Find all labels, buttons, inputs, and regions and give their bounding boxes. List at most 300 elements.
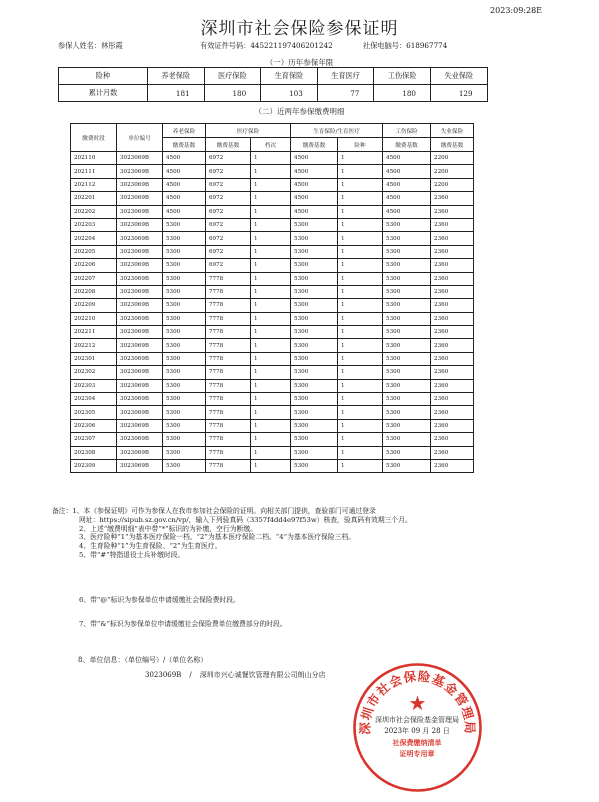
- cell-injury-base: 5300: [383, 459, 431, 472]
- page-title: 深圳市社会保险参保证明: [200, 19, 399, 39]
- cell-injury-base: 5300: [383, 285, 431, 298]
- cell-unemployment-base: 2360: [431, 459, 474, 472]
- cell-injury-base: 4500: [383, 205, 431, 218]
- cell-maternity-type: 1: [338, 272, 383, 285]
- cell-medical-tier: 1: [251, 393, 291, 406]
- cell-medical-tier: 1: [251, 312, 291, 325]
- cell-unemployment-base: 2360: [431, 352, 474, 365]
- summary-col-unemployment: 失业保险: [430, 68, 487, 85]
- summary-col-injury: 工伤保险: [374, 68, 431, 85]
- cell-medical-base: 7778: [206, 299, 251, 312]
- cell-pension-base: 5300: [163, 419, 206, 432]
- table-row: [71, 339, 474, 352]
- col-injury: 工伤保险: [383, 124, 431, 138]
- cell-period: 202211: [71, 326, 117, 339]
- cell-medical-base: 7778: [206, 339, 251, 352]
- cell-unemployment-base: 2360: [431, 419, 474, 432]
- cell-period: 202307: [71, 433, 117, 446]
- unit-code: 3023069B: [145, 671, 182, 679]
- cell-unemployment-base: 2360: [431, 272, 474, 285]
- cell-maternity-type: 1: [338, 218, 383, 231]
- note-6: 6、带“@”标识为参保单位申请缓缴社会保险费时段。: [79, 596, 240, 604]
- table-row: [71, 406, 474, 419]
- cell-unemployment-base: 2360: [431, 446, 474, 459]
- cell-unit-code: 3023069B: [117, 339, 163, 352]
- summary-row-label: 累计月数: [59, 85, 148, 102]
- cell-injury-base: 5300: [383, 419, 431, 432]
- cell-medical-tier: 1: [251, 406, 291, 419]
- months-maternity-medical: 77: [317, 85, 374, 102]
- cell-medical-base: 7778: [206, 312, 251, 325]
- id-number-group: [200, 41, 333, 51]
- col-pension: 养老保险: [163, 124, 206, 138]
- table-row: [71, 393, 474, 406]
- cell-medical-base: 6972: [206, 165, 251, 178]
- note-5: 5、带“#”特指退役士兵补缴时段。: [79, 550, 185, 559]
- col-medical-base: 缴费基数: [206, 138, 251, 152]
- cell-medical-base: 6972: [206, 192, 251, 205]
- cell-unemployment-base: 2360: [431, 339, 474, 352]
- cell-maternity-base: 4500: [291, 152, 338, 165]
- seal-ring-text: 深圳市社会保险基金管理局: [357, 668, 478, 735]
- table-row: [71, 459, 474, 472]
- cell-unit-code: 3023069B: [117, 406, 163, 419]
- cell-unemployment-base: 2360: [431, 232, 474, 245]
- cell-unit-code: 3023069B: [117, 459, 163, 472]
- detail-header-row-1: [71, 124, 474, 138]
- unit-info: [145, 670, 334, 680]
- col-maternity-base: 缴费基数: [291, 138, 338, 152]
- months-maternity: 103: [261, 85, 318, 102]
- notes-block: [52, 507, 552, 560]
- cell-medical-tier: 1: [251, 419, 291, 432]
- table-row: [71, 419, 474, 432]
- cell-period: 202203: [71, 218, 117, 231]
- col-maternity: 生育保险/生育医疗: [291, 124, 383, 138]
- months-unemployment: 129: [430, 85, 487, 102]
- cell-maternity-base: 5300: [291, 299, 338, 312]
- note-3: 3、医疗险种“1”为基本医疗保险一档、“2”为基本医疗保险二档、“4”为基本医疗保险三档。: [79, 533, 356, 542]
- cell-maternity-type: 1: [338, 152, 383, 165]
- cell-maternity-base: 5300: [291, 326, 338, 339]
- table-row: [71, 272, 474, 285]
- cell-maternity-type: 1: [338, 459, 383, 472]
- print-date: 2023:09:28E: [490, 6, 542, 15]
- cell-medical-base: 7778: [206, 406, 251, 419]
- cell-maternity-base: 5300: [291, 393, 338, 406]
- summary-months-row: [59, 85, 488, 102]
- cell-pension-base: 4500: [163, 192, 206, 205]
- cell-medical-tier: 1: [251, 326, 291, 339]
- cell-medical-tier: 1: [251, 259, 291, 272]
- table-row: [71, 326, 474, 339]
- cell-maternity-type: 1: [338, 259, 383, 272]
- section-title-years: （一）历年参保年限: [265, 58, 334, 67]
- cell-maternity-type: 1: [338, 352, 383, 365]
- cell-injury-base: 4500: [383, 178, 431, 191]
- cell-unemployment-base: 2360: [431, 312, 474, 325]
- cell-unit-code: 3023069B: [117, 285, 163, 298]
- cell-unemployment-base: 2360: [431, 433, 474, 446]
- seal-caption: [352, 715, 482, 759]
- cell-unit-code: 3023069B: [117, 326, 163, 339]
- summary-header-row: [59, 68, 488, 85]
- cell-maternity-base: 4500: [291, 205, 338, 218]
- cell-medical-tier: 1: [251, 446, 291, 459]
- note-1: [52, 507, 552, 516]
- cell-maternity-base: 4500: [291, 178, 338, 191]
- cell-medical-tier: 1: [251, 165, 291, 178]
- cell-injury-base: 5300: [383, 326, 431, 339]
- cell-maternity-type: 1: [338, 285, 383, 298]
- cell-medical-tier: 1: [251, 366, 291, 379]
- cell-maternity-base: 5300: [291, 459, 338, 472]
- cell-injury-base: 4500: [383, 165, 431, 178]
- cell-unit-code: 3023069B: [117, 152, 163, 165]
- detail-body: [71, 152, 474, 473]
- cell-medical-tier: 1: [251, 232, 291, 245]
- table-row: [71, 178, 474, 191]
- payment-detail-table: [70, 123, 474, 473]
- cell-unit-code: 3023069B: [117, 165, 163, 178]
- cell-medical-base: 6972: [206, 245, 251, 258]
- cell-maternity-type: 1: [338, 299, 383, 312]
- cell-unit-code: 3023069B: [117, 218, 163, 231]
- note-1-verify: 网址：https://sipub.sz.gov.cn/vp/，输入下列验真码（3357f4dd4e97f53w）核查，验真码有效期三个月。: [79, 515, 412, 524]
- pc-number: 618967774: [406, 41, 448, 50]
- table-row: [71, 232, 474, 245]
- summary-col-maternity-medical: 生育医疗: [317, 68, 374, 85]
- summary-col-medical: 医疗保险: [204, 68, 261, 85]
- cell-medical-tier: 1: [251, 272, 291, 285]
- col-medical: 医疗保险: [206, 124, 291, 138]
- cell-period: 202304: [71, 393, 117, 406]
- cell-medical-tier: 1: [251, 218, 291, 231]
- cell-pension-base: 5300: [163, 339, 206, 352]
- cell-period: 202205: [71, 245, 117, 258]
- cell-medical-base: 7778: [206, 366, 251, 379]
- cell-unit-code: 3023069B: [117, 259, 163, 272]
- section-title-details: （二）近两年参保缴费明细: [254, 107, 345, 116]
- seal-line-1: 深圳市社会保险基金管理局: [375, 716, 459, 724]
- cell-medical-tier: 1: [251, 299, 291, 312]
- col-medical-tier: 档次: [251, 138, 291, 152]
- cell-unit-code: 3023069B: [117, 178, 163, 191]
- cell-unit-code: 3023069B: [117, 352, 163, 365]
- cell-medical-base: 6972: [206, 178, 251, 191]
- cell-pension-base: 5300: [163, 312, 206, 325]
- cell-medical-base: 7778: [206, 379, 251, 392]
- cell-unemployment-base: 2200: [431, 178, 474, 191]
- months-medical: 180: [204, 85, 261, 102]
- cell-pension-base: 5300: [163, 326, 206, 339]
- cell-period: 202208: [71, 285, 117, 298]
- cell-unit-code: 3023069B: [117, 393, 163, 406]
- cell-injury-base: 5300: [383, 366, 431, 379]
- table-row: [71, 285, 474, 298]
- cell-period: 202305: [71, 406, 117, 419]
- cell-pension-base: 5300: [163, 379, 206, 392]
- col-period: 缴费时段: [71, 124, 117, 152]
- cell-pension-base: 5300: [163, 406, 206, 419]
- cell-period: 202303: [71, 379, 117, 392]
- cell-medical-tier: 1: [251, 352, 291, 365]
- pc-number-label: 社保电脑号：: [363, 41, 407, 50]
- cell-injury-base: 5300: [383, 393, 431, 406]
- cell-maternity-type: 1: [338, 205, 383, 218]
- table-row: [71, 245, 474, 258]
- seal-line-3: 社保费缴纳清单: [392, 738, 442, 747]
- cell-unit-code: 3023069B: [117, 232, 163, 245]
- cell-period: 202206: [71, 259, 117, 272]
- cell-maternity-type: 1: [338, 379, 383, 392]
- cell-medical-tier: 1: [251, 339, 291, 352]
- col-unemployment-base: 缴费基数: [431, 138, 474, 152]
- cell-medical-tier: 1: [251, 178, 291, 191]
- summary-table: [58, 67, 488, 102]
- cell-maternity-base: 5300: [291, 446, 338, 459]
- cell-unit-code: 3023069B: [117, 192, 163, 205]
- cell-medical-base: 7778: [206, 393, 251, 406]
- cell-medical-tier: 1: [251, 205, 291, 218]
- cell-maternity-type: 1: [338, 178, 383, 191]
- cell-maternity-type: 1: [338, 366, 383, 379]
- table-row: [71, 259, 474, 272]
- col-unit-code: 单位编号: [117, 124, 163, 152]
- cell-maternity-base: 4500: [291, 192, 338, 205]
- cell-injury-base: 5300: [383, 299, 431, 312]
- cell-period: 202202: [71, 205, 117, 218]
- cell-injury-base: 5300: [383, 245, 431, 258]
- table-row: [71, 433, 474, 446]
- cell-unit-code: 3023069B: [117, 419, 163, 432]
- cell-unemployment-base: 2360: [431, 245, 474, 258]
- cell-maternity-base: 5300: [291, 366, 338, 379]
- col-injury-base: 缴费基数: [383, 138, 431, 152]
- cell-injury-base: 4500: [383, 152, 431, 165]
- cell-unemployment-base: 2360: [431, 205, 474, 218]
- cell-unemployment-base: 2360: [431, 379, 474, 392]
- cell-medical-base: 7778: [206, 433, 251, 446]
- cell-pension-base: 5300: [163, 433, 206, 446]
- cell-period: 202207: [71, 272, 117, 285]
- unit-sep: /: [189, 671, 192, 679]
- table-row: [71, 352, 474, 365]
- cell-maternity-base: 5300: [291, 352, 338, 365]
- cell-medical-base: 7778: [206, 459, 251, 472]
- cell-pension-base: 5300: [163, 245, 206, 258]
- cell-maternity-base: 5300: [291, 218, 338, 231]
- table-row: [71, 446, 474, 459]
- cell-maternity-type: 1: [338, 446, 383, 459]
- seal-star-icon: ★: [408, 691, 427, 715]
- table-row: [71, 192, 474, 205]
- cell-maternity-base: 5300: [291, 272, 338, 285]
- cell-maternity-type: 1: [338, 393, 383, 406]
- cell-injury-base: 5300: [383, 446, 431, 459]
- cell-medical-tier: 1: [251, 192, 291, 205]
- summary-head-label: 险种: [59, 68, 148, 85]
- cell-maternity-type: 1: [338, 406, 383, 419]
- cell-maternity-base: 5300: [291, 339, 338, 352]
- cell-unit-code: 3023069B: [117, 272, 163, 285]
- col-pension-base: 缴费基数: [163, 138, 206, 152]
- cell-unit-code: 3023069B: [117, 433, 163, 446]
- cell-pension-base: 5300: [163, 218, 206, 231]
- cell-pension-base: 5300: [163, 393, 206, 406]
- insured-name-group: [58, 41, 123, 51]
- cell-injury-base: 5300: [383, 259, 431, 272]
- cell-maternity-base: 5300: [291, 232, 338, 245]
- cell-pension-base: 5300: [163, 259, 206, 272]
- pc-number-group: [363, 41, 447, 51]
- note-2: 2、上述“缴费明细”表中带“*”标识的为补缴，空行为断缴。: [79, 524, 257, 533]
- cell-medical-base: 7778: [206, 446, 251, 459]
- cell-period: 202308: [71, 446, 117, 459]
- cell-pension-base: 5300: [163, 366, 206, 379]
- unit-name: 深圳市兴心诚餐饮管理有限公司朗山分店: [199, 671, 326, 679]
- cell-pension-base: 5300: [163, 299, 206, 312]
- cell-medical-base: 7778: [206, 326, 251, 339]
- cell-unemployment-base: 2360: [431, 406, 474, 419]
- cell-injury-base: 5300: [383, 339, 431, 352]
- cell-unemployment-base: 2200: [431, 165, 474, 178]
- cell-injury-base: 5300: [383, 379, 431, 392]
- cell-maternity-base: 4500: [291, 165, 338, 178]
- cell-medical-tier: 1: [251, 433, 291, 446]
- cell-maternity-type: 1: [338, 326, 383, 339]
- cell-unemployment-base: 2360: [431, 326, 474, 339]
- cell-period: 202111: [71, 165, 117, 178]
- cell-period: 202204: [71, 232, 117, 245]
- cell-injury-base: 5300: [383, 272, 431, 285]
- cell-period: 202302: [71, 366, 117, 379]
- cell-medical-base: 6972: [206, 205, 251, 218]
- summary-col-maternity: 生育保险: [261, 68, 318, 85]
- cell-medical-tier: 1: [251, 379, 291, 392]
- cell-period: 202112: [71, 178, 117, 191]
- cell-unit-code: 3023069B: [117, 366, 163, 379]
- cell-injury-base: 5300: [383, 433, 431, 446]
- cell-medical-base: 6972: [206, 218, 251, 231]
- cell-injury-base: 5300: [383, 218, 431, 231]
- cell-maternity-type: 1: [338, 339, 383, 352]
- cell-maternity-type: 1: [338, 312, 383, 325]
- cell-injury-base: 5300: [383, 232, 431, 245]
- months-pension: 181: [148, 85, 205, 102]
- insured-name: 林彤霞: [101, 41, 123, 50]
- cell-period: 202201: [71, 192, 117, 205]
- cell-maternity-base: 5300: [291, 379, 338, 392]
- seal-line-4: 证明专用章: [399, 749, 435, 758]
- cell-pension-base: 5300: [163, 446, 206, 459]
- cell-unit-code: 3023069B: [117, 205, 163, 218]
- cell-pension-base: 4500: [163, 205, 206, 218]
- cell-medical-tier: 1: [251, 245, 291, 258]
- table-row: [71, 205, 474, 218]
- table-row: [71, 312, 474, 325]
- cell-unemployment-base: 2360: [431, 393, 474, 406]
- col-maternity-type: 险种: [338, 138, 383, 152]
- cell-pension-base: 5300: [163, 285, 206, 298]
- cell-medical-base: 7778: [206, 419, 251, 432]
- cell-unemployment-base: 2360: [431, 366, 474, 379]
- cell-unemployment-base: 2360: [431, 299, 474, 312]
- cell-maternity-base: 5300: [291, 285, 338, 298]
- cell-unemployment-base: 2360: [431, 192, 474, 205]
- cell-medical-base: 7778: [206, 285, 251, 298]
- cell-unemployment-base: 2360: [431, 285, 474, 298]
- cell-injury-base: 5300: [383, 406, 431, 419]
- table-row: [71, 218, 474, 231]
- insured-name-label: 参保人姓名：: [58, 41, 102, 50]
- cell-unit-code: 3023069B: [117, 299, 163, 312]
- seal-line-2: 2023年 09 月 28 日: [384, 727, 450, 735]
- cell-pension-base: 5300: [163, 459, 206, 472]
- note-4: 4、生育险种“1”为生育保险、“2”为生育医疗。: [79, 542, 222, 551]
- table-row: [71, 152, 474, 165]
- cell-maternity-type: 1: [338, 165, 383, 178]
- cell-unemployment-base: 2360: [431, 218, 474, 231]
- cell-maternity-base: 5300: [291, 245, 338, 258]
- cell-medical-tier: 1: [251, 152, 291, 165]
- cell-period: 202110: [71, 152, 117, 165]
- cell-pension-base: 5300: [163, 232, 206, 245]
- cell-period: 202306: [71, 419, 117, 432]
- cell-medical-base: 6972: [206, 232, 251, 245]
- id-number-label: 有效证件号码：: [200, 41, 251, 50]
- cell-medical-base: 6972: [206, 152, 251, 165]
- cell-period: 202309: [71, 459, 117, 472]
- cell-pension-base: 5300: [163, 272, 206, 285]
- cell-maternity-type: 1: [338, 245, 383, 258]
- cell-injury-base: 5300: [383, 312, 431, 325]
- cell-maternity-base: 5300: [291, 419, 338, 432]
- cell-medical-base: 7778: [206, 352, 251, 365]
- cell-period: 202301: [71, 352, 117, 365]
- table-row: [71, 165, 474, 178]
- cell-maternity-type: 1: [338, 232, 383, 245]
- cell-medical-tier: 1: [251, 285, 291, 298]
- table-row: [71, 379, 474, 392]
- note-1-text: 1、本《参保证明》可作为参保人在我市参加社会保险的证明。向相关部门提供，查验部门可通过登录: [72, 507, 376, 515]
- cell-pension-base: 4500: [163, 178, 206, 191]
- id-number: 445221197406201242: [250, 41, 333, 50]
- cell-pension-base: 5300: [163, 352, 206, 365]
- cell-unit-code: 3023069B: [117, 245, 163, 258]
- cell-maternity-type: 1: [338, 419, 383, 432]
- cell-maternity-base: 5300: [291, 312, 338, 325]
- cell-maternity-base: 5300: [291, 406, 338, 419]
- cell-medical-tier: 1: [251, 459, 291, 472]
- cell-unemployment-base: 2360: [431, 259, 474, 272]
- table-row: [71, 299, 474, 312]
- table-row: [71, 366, 474, 379]
- cell-period: 202212: [71, 339, 117, 352]
- notes-label: 备注：: [52, 507, 73, 515]
- cell-injury-base: 5300: [383, 352, 431, 365]
- cell-injury-base: 4500: [383, 192, 431, 205]
- cell-medical-base: 6972: [206, 259, 251, 272]
- cell-medical-base: 7778: [206, 272, 251, 285]
- cell-pension-base: 4500: [163, 152, 206, 165]
- summary-col-pension: 养老保险: [148, 68, 205, 85]
- months-injury: 180: [374, 85, 431, 102]
- cell-period: 202210: [71, 312, 117, 325]
- cell-maternity-base: 5300: [291, 259, 338, 272]
- col-unemployment: 失业保险: [431, 124, 474, 138]
- cell-maternity-base: 5300: [291, 433, 338, 446]
